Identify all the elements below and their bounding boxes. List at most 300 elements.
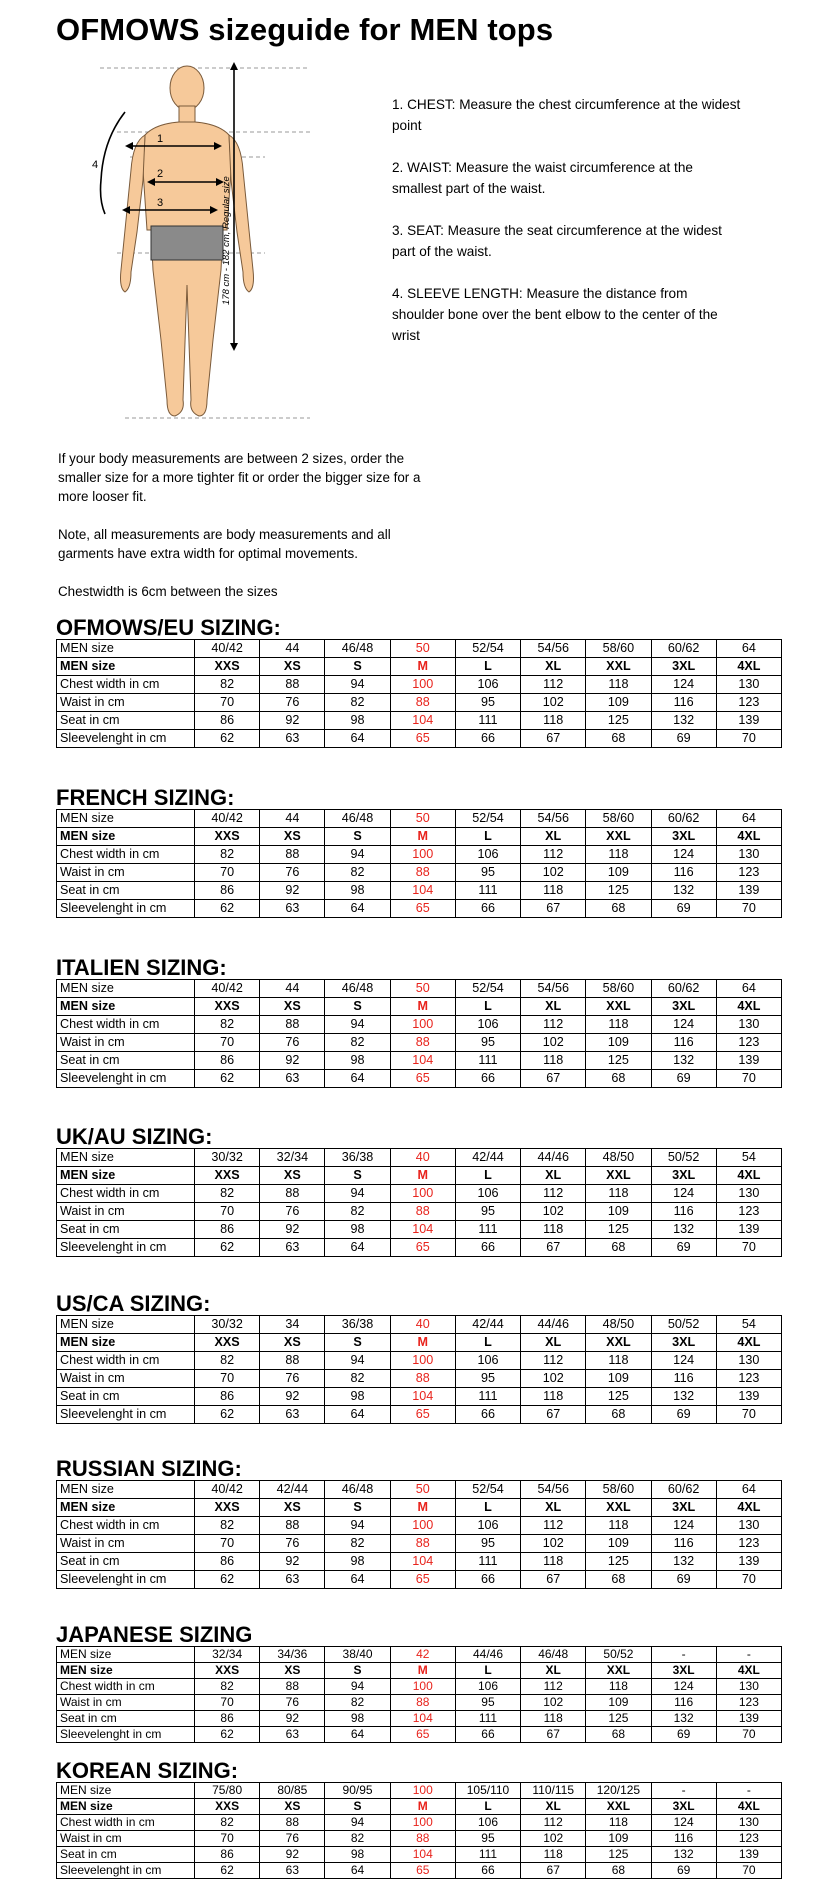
size-cell: 100 [390, 1517, 455, 1535]
size-cell: 42/44 [260, 1481, 325, 1499]
row-label: MEN size [57, 1167, 195, 1185]
size-cell: 46/48 [325, 980, 390, 998]
size-cell: 88 [390, 1831, 455, 1847]
row-label: MEN size [57, 1647, 195, 1663]
size-cell: 95 [455, 864, 520, 882]
size-cell: 67 [521, 1406, 586, 1424]
size-cell: 139 [716, 1847, 781, 1863]
size-cell: 75/80 [195, 1783, 260, 1799]
size-cell: 62 [195, 1406, 260, 1424]
size-cell: 111 [455, 882, 520, 900]
size-cell: 62 [195, 1727, 260, 1743]
size-cell: 112 [521, 1517, 586, 1535]
size-cell: 124 [651, 1517, 716, 1535]
size-cell: 111 [455, 1388, 520, 1406]
size-cell: 86 [195, 1711, 260, 1727]
label-waist-number: 2 [157, 168, 164, 180]
size-cell: 92 [260, 1052, 325, 1070]
size-cell: 125 [586, 1052, 651, 1070]
size-cell: 82 [195, 1815, 260, 1831]
size-cell: 130 [716, 1517, 781, 1535]
size-cell: 111 [455, 1553, 520, 1571]
size-cell: M [390, 1499, 455, 1517]
row-label: Seat in cm [57, 1711, 195, 1727]
size-cell: 132 [651, 1553, 716, 1571]
size-cell: 109 [586, 1831, 651, 1847]
sizing-section-korean [56, 1760, 782, 1879]
size-cell: 94 [325, 1815, 390, 1831]
size-cell: 100 [390, 1679, 455, 1695]
size-cell: 92 [260, 1221, 325, 1239]
size-cell: 88 [260, 1185, 325, 1203]
row-seat [57, 1847, 782, 1863]
size-cell: 94 [325, 846, 390, 864]
size-cell: 76 [260, 1831, 325, 1847]
size-cell: 125 [586, 1388, 651, 1406]
size-cell: 62 [195, 1239, 260, 1257]
size-cell: 63 [260, 1571, 325, 1589]
size-cell: 130 [716, 1352, 781, 1370]
size-cell: 70 [195, 864, 260, 882]
size-cell: 130 [716, 1679, 781, 1695]
size-cell: 86 [195, 712, 260, 730]
row-label: Chest width in cm [57, 1016, 195, 1034]
size-cell: 105/110 [455, 1783, 520, 1799]
size-cell: 82 [195, 1352, 260, 1370]
row-seat [57, 1553, 782, 1571]
size-cell: 4XL [716, 1167, 781, 1185]
size-cell: S [325, 1663, 390, 1679]
row-label: MEN size [57, 1481, 195, 1499]
size-cell: 104 [390, 712, 455, 730]
row-label: Waist in cm [57, 1535, 195, 1553]
size-cell: 112 [521, 846, 586, 864]
size-cell: L [455, 658, 520, 676]
size-cell: 109 [586, 1695, 651, 1711]
size-cell: 82 [195, 676, 260, 694]
size-cell: 68 [586, 1070, 651, 1088]
size-cell: 44/46 [455, 1647, 520, 1663]
size-cell: 132 [651, 1847, 716, 1863]
label-sleeve-number: 4 [92, 159, 99, 171]
size-cell: 123 [716, 1034, 781, 1052]
row-men-size-number [57, 980, 782, 998]
row-label: Sleevelenght in cm [57, 1863, 195, 1879]
size-cell: 118 [521, 1553, 586, 1571]
row-waist [57, 1695, 782, 1711]
row-label: Seat in cm [57, 1388, 195, 1406]
size-cell: 70 [195, 1831, 260, 1847]
row-label: Waist in cm [57, 1034, 195, 1052]
size-cell: 88 [260, 846, 325, 864]
size-cell: 86 [195, 882, 260, 900]
size-cell: 30/32 [195, 1316, 260, 1334]
row-label: Waist in cm [57, 864, 195, 882]
row-label: MEN size [57, 1663, 195, 1679]
size-cell: 123 [716, 1695, 781, 1711]
size-cell: 95 [455, 1831, 520, 1847]
size-cell: 68 [586, 1727, 651, 1743]
row-men-size-number [57, 810, 782, 828]
size-cell: 38/40 [325, 1647, 390, 1663]
size-cell: XXL [586, 1334, 651, 1352]
size-cell: 4XL [716, 1663, 781, 1679]
size-cell: 124 [651, 1352, 716, 1370]
size-cell: 88 [260, 1016, 325, 1034]
size-cell: 82 [195, 1679, 260, 1695]
row-sleeve-length [57, 1863, 782, 1879]
row-waist [57, 694, 782, 712]
size-cell: XL [521, 658, 586, 676]
row-label: MEN size [57, 1783, 195, 1799]
row-waist [57, 864, 782, 882]
size-cell: 104 [390, 1847, 455, 1863]
row-sleeve-length [57, 730, 782, 748]
size-cell: 46/48 [325, 810, 390, 828]
size-cell: XL [521, 828, 586, 846]
size-cell: 36/38 [325, 1149, 390, 1167]
size-cell: 65 [390, 730, 455, 748]
size-cell: 130 [716, 1185, 781, 1203]
size-cell: XS [260, 828, 325, 846]
sizing-section-us-ca [56, 1293, 782, 1424]
size-cell: 118 [586, 676, 651, 694]
row-sleeve-length [57, 1239, 782, 1257]
row-label: Seat in cm [57, 1221, 195, 1239]
size-cell: 106 [455, 1016, 520, 1034]
size-cell: 109 [586, 1370, 651, 1388]
size-cell: 67 [521, 1727, 586, 1743]
size-cell: 139 [716, 1388, 781, 1406]
size-cell: 94 [325, 1352, 390, 1370]
size-cell: 116 [651, 1535, 716, 1553]
size-cell: 123 [716, 694, 781, 712]
size-cell: 60/62 [651, 980, 716, 998]
size-cell: 42/44 [455, 1149, 520, 1167]
size-cell: 118 [586, 1517, 651, 1535]
row-label: MEN size [57, 998, 195, 1016]
size-cell: 139 [716, 712, 781, 730]
size-cell: 32/34 [195, 1647, 260, 1663]
row-chest-width [57, 846, 782, 864]
row-label: MEN size [57, 980, 195, 998]
size-cell: 94 [325, 1517, 390, 1535]
size-cell: 76 [260, 1695, 325, 1711]
size-cell: 69 [651, 1070, 716, 1088]
size-cell: 94 [325, 1185, 390, 1203]
row-label: Chest width in cm [57, 1679, 195, 1695]
size-cell: 54 [716, 1316, 781, 1334]
size-cell: 60/62 [651, 640, 716, 658]
size-cell: 139 [716, 1052, 781, 1070]
row-label: Chest width in cm [57, 1517, 195, 1535]
size-cell: 88 [260, 1517, 325, 1535]
size-cell: 132 [651, 1221, 716, 1239]
note-between-sizes: If your body measurements are between 2 sizes, order the smaller size for a more tighter fit or order the bigger size for a more looser fit. [58, 451, 421, 504]
size-cell: 88 [390, 864, 455, 882]
size-cell: 116 [651, 1695, 716, 1711]
size-cell: XXL [586, 828, 651, 846]
row-waist [57, 1203, 782, 1221]
instruction-waist: 2. WAIST: Measure the waist circumference at the smallest part of the waist. [392, 160, 693, 196]
row-men-size-number [57, 1647, 782, 1663]
size-cell: 118 [586, 1016, 651, 1034]
size-cell: XXL [586, 1663, 651, 1679]
size-cell: 123 [716, 1203, 781, 1221]
size-cell: 118 [586, 1679, 651, 1695]
size-cell: 46/48 [325, 640, 390, 658]
row-label: MEN size [57, 828, 195, 846]
size-cell: 69 [651, 1727, 716, 1743]
row-label: Chest width in cm [57, 1185, 195, 1203]
size-cell: 82 [325, 1034, 390, 1052]
size-cell: 102 [521, 864, 586, 882]
size-cell: 100 [390, 1815, 455, 1831]
size-cell: 46/48 [325, 1481, 390, 1499]
size-cell: XS [260, 1663, 325, 1679]
size-cell: 92 [260, 882, 325, 900]
size-cell: 111 [455, 712, 520, 730]
size-cell: 86 [195, 1847, 260, 1863]
size-cell: 63 [260, 730, 325, 748]
size-cell: 70 [195, 1535, 260, 1553]
size-cell: 44 [260, 640, 325, 658]
size-cell: 132 [651, 1388, 716, 1406]
size-cell: 125 [586, 882, 651, 900]
size-cell: 88 [260, 1679, 325, 1695]
size-cell: 106 [455, 1517, 520, 1535]
size-cell: 130 [716, 1016, 781, 1034]
size-cell: 70 [195, 1370, 260, 1388]
row-waist [57, 1034, 782, 1052]
size-cell: 94 [325, 1679, 390, 1695]
size-cell: 109 [586, 694, 651, 712]
size-cell: 124 [651, 1815, 716, 1831]
row-chest-width [57, 676, 782, 694]
row-label: Seat in cm [57, 882, 195, 900]
size-cell: 104 [390, 1553, 455, 1571]
size-cell: 125 [586, 1711, 651, 1727]
row-label: MEN size [57, 1799, 195, 1815]
size-cell: 98 [325, 1052, 390, 1070]
size-cell: 63 [260, 1070, 325, 1088]
size-cell: 124 [651, 676, 716, 694]
size-cell: 70 [716, 1727, 781, 1743]
label-chest-number: 1 [157, 133, 164, 145]
size-cell: 66 [455, 730, 520, 748]
size-cell: 118 [521, 1221, 586, 1239]
size-cell: L [455, 828, 520, 846]
row-sleeve-length [57, 1571, 782, 1589]
size-cell: 64 [325, 1406, 390, 1424]
size-cell: M [390, 1334, 455, 1352]
size-cell: 98 [325, 712, 390, 730]
size-cell: 76 [260, 864, 325, 882]
size-cell: 54 [716, 1149, 781, 1167]
size-cell: 63 [260, 900, 325, 918]
size-cell: 65 [390, 1571, 455, 1589]
size-cell: XL [521, 1334, 586, 1352]
size-cell: L [455, 1799, 520, 1815]
row-men-size-number [57, 1481, 782, 1499]
size-cell: 4XL [716, 658, 781, 676]
size-cell: L [455, 1663, 520, 1679]
size-cell: 48/50 [586, 1149, 651, 1167]
size-cell: 86 [195, 1553, 260, 1571]
size-cell: 82 [325, 1535, 390, 1553]
size-cell: 69 [651, 1863, 716, 1879]
size-cell: 116 [651, 694, 716, 712]
size-cell: 65 [390, 1070, 455, 1088]
size-cell: 86 [195, 1221, 260, 1239]
size-cell: 86 [195, 1388, 260, 1406]
size-cell: 67 [521, 1070, 586, 1088]
size-cell: 130 [716, 676, 781, 694]
size-cell: 64 [325, 1070, 390, 1088]
size-cell: 66 [455, 1070, 520, 1088]
size-cell: 88 [390, 694, 455, 712]
size-cell: 88 [390, 1034, 455, 1052]
size-cell: 65 [390, 1727, 455, 1743]
section-title: OFMOWS/EU SIZING: [56, 615, 281, 640]
size-cell: 88 [260, 1352, 325, 1370]
row-seat [57, 1052, 782, 1070]
row-label: MEN size [57, 658, 195, 676]
size-cell: 139 [716, 1221, 781, 1239]
size-cell: 123 [716, 1370, 781, 1388]
size-cell: 68 [586, 1406, 651, 1424]
size-cell: 123 [716, 1831, 781, 1847]
size-cell: 118 [586, 1185, 651, 1203]
row-label: MEN size [57, 1316, 195, 1334]
size-cell: 92 [260, 1553, 325, 1571]
row-sleeve-length [57, 1070, 782, 1088]
size-cell: XS [260, 1499, 325, 1517]
row-waist [57, 1831, 782, 1847]
size-cell: 100 [390, 1783, 455, 1799]
size-cell: 34 [260, 1316, 325, 1334]
size-cell: 125 [586, 1847, 651, 1863]
size-cell: 65 [390, 900, 455, 918]
size-cell: 82 [325, 1370, 390, 1388]
size-cell: 3XL [651, 1663, 716, 1679]
size-cell: 44 [260, 980, 325, 998]
size-cell: 123 [716, 864, 781, 882]
size-cell: XXS [195, 1663, 260, 1679]
size-cell: 58/60 [586, 810, 651, 828]
size-cell: 67 [521, 730, 586, 748]
size-cell: M [390, 1663, 455, 1679]
size-cell: 104 [390, 1052, 455, 1070]
row-seat [57, 1388, 782, 1406]
sizing-section-russian [56, 1458, 782, 1589]
size-cell: 118 [521, 882, 586, 900]
row-men-size-letter [57, 828, 782, 846]
size-cell: 58/60 [586, 640, 651, 658]
row-chest-width [57, 1185, 782, 1203]
size-cell: 65 [390, 1406, 455, 1424]
size-cell: 102 [521, 1535, 586, 1553]
row-seat [57, 712, 782, 730]
section-title: US/CA SIZING: [56, 1291, 211, 1316]
instruction-chest: 1. CHEST: Measure the chest circumference at the widest point [392, 97, 741, 133]
size-cell: 69 [651, 1239, 716, 1257]
size-cell: 64 [325, 900, 390, 918]
size-cell: S [325, 998, 390, 1016]
instruction-sleeve-length: 4. SLEEVE LENGTH: Measure the distance from shoulder bone over the bent elbow to the center of the wrist [392, 286, 718, 343]
row-chest-width [57, 1815, 782, 1831]
size-cell: 132 [651, 1711, 716, 1727]
row-chest-width [57, 1517, 782, 1535]
size-cell: 90/95 [325, 1783, 390, 1799]
section-title: JAPANESE SIZING [56, 1622, 253, 1647]
size-cell: 92 [260, 1388, 325, 1406]
size-cell: XS [260, 1334, 325, 1352]
size-cell: 54/56 [521, 810, 586, 828]
size-cell: 130 [716, 846, 781, 864]
size-cell: 32/34 [260, 1149, 325, 1167]
size-cell: 62 [195, 1571, 260, 1589]
size-cell: 82 [325, 864, 390, 882]
size-cell: XXS [195, 1334, 260, 1352]
size-cell: 70 [716, 1239, 781, 1257]
row-label: MEN size [57, 1499, 195, 1517]
size-cell: 86 [195, 1052, 260, 1070]
size-cell: 106 [455, 1352, 520, 1370]
shorts [151, 226, 223, 260]
size-cell: 68 [586, 730, 651, 748]
size-cell: 102 [521, 694, 586, 712]
size-cell: 118 [521, 1711, 586, 1727]
row-label: Chest width in cm [57, 1352, 195, 1370]
size-cell: 3XL [651, 658, 716, 676]
size-cell: S [325, 1499, 390, 1517]
instruction-seat: 3. SEAT: Measure the seat circumference at the widest part of the waist. [392, 223, 722, 259]
row-label: Waist in cm [57, 694, 195, 712]
size-cell: 44/46 [521, 1316, 586, 1334]
row-men-size-letter [57, 1663, 782, 1679]
size-cell: 82 [195, 1016, 260, 1034]
size-cell: 92 [260, 1711, 325, 1727]
size-cell: 130 [716, 1815, 781, 1831]
size-cell: 109 [586, 1535, 651, 1553]
size-cell: 40/42 [195, 1481, 260, 1499]
size-cell: 68 [586, 1863, 651, 1879]
size-cell: 64 [716, 640, 781, 658]
sizing-section-uk-au [56, 1126, 782, 1257]
size-cell: 76 [260, 694, 325, 712]
row-men-size-letter [57, 998, 782, 1016]
size-cell: 95 [455, 1535, 520, 1553]
size-cell: 95 [455, 1370, 520, 1388]
size-cell: 62 [195, 730, 260, 748]
size-cell: 106 [455, 1815, 520, 1831]
size-cell: 62 [195, 1070, 260, 1088]
size-cell: 82 [325, 1831, 390, 1847]
size-cell: 109 [586, 864, 651, 882]
size-cell: 102 [521, 1034, 586, 1052]
size-table [56, 979, 782, 1088]
size-cell: 112 [521, 1352, 586, 1370]
size-cell: 50 [390, 980, 455, 998]
size-cell: 64 [325, 1727, 390, 1743]
size-cell: 70 [716, 1406, 781, 1424]
size-cell: XXS [195, 1167, 260, 1185]
size-cell: 48/50 [586, 1316, 651, 1334]
row-sleeve-length [57, 1727, 782, 1743]
size-cell: 118 [586, 1352, 651, 1370]
size-cell: 116 [651, 1370, 716, 1388]
